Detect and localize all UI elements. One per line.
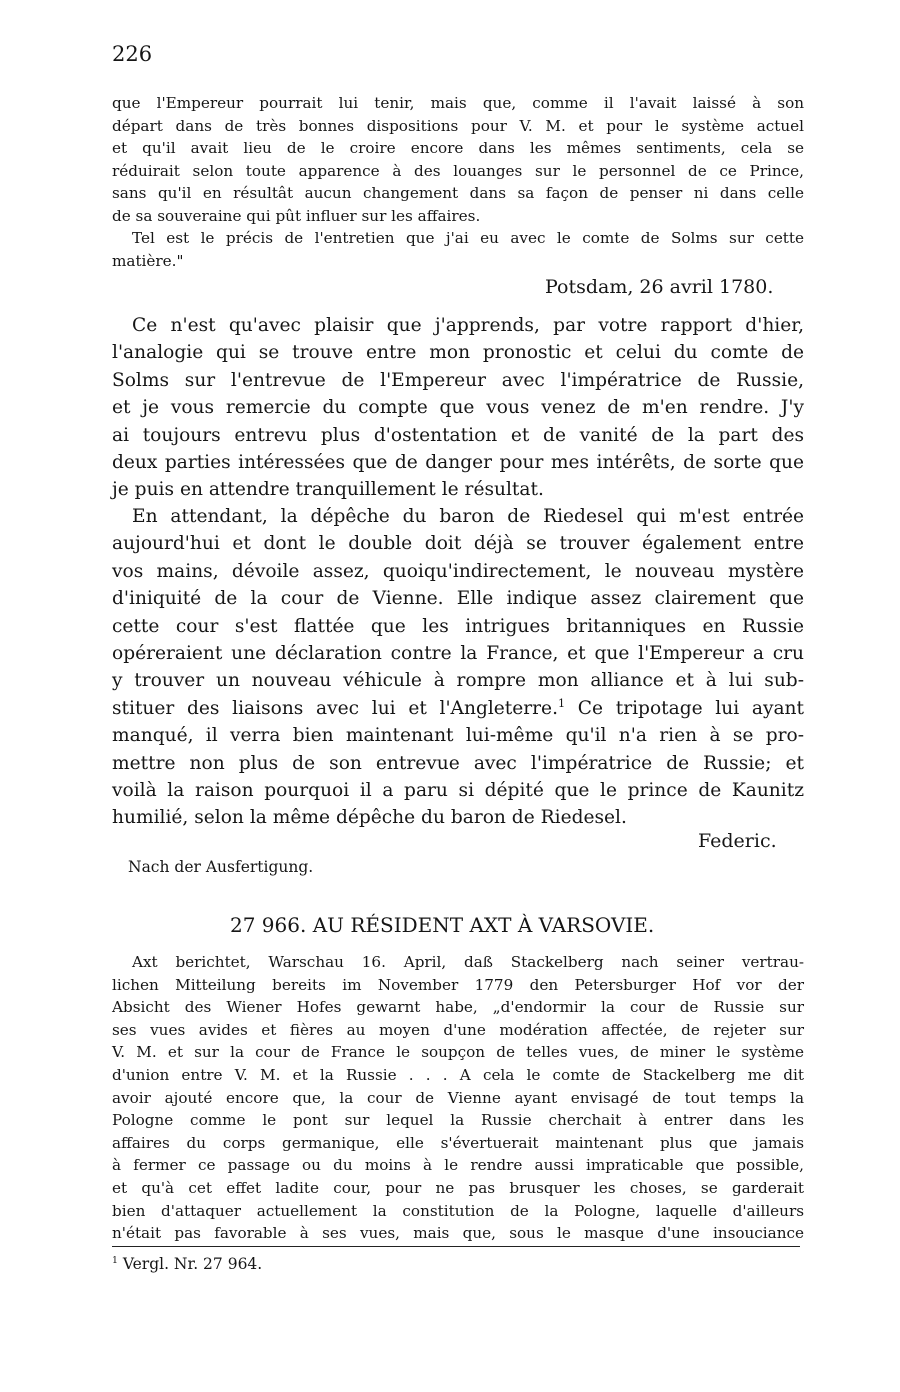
- text-line: bien d'attaquer actuellement la constitution de la Pologne, laquelle d'ailleurs: [112, 1201, 804, 1220]
- quoted-report-closing: [112, 227, 804, 272]
- text-segment: Ce tripotage lui ayant: [565, 697, 804, 719]
- text-line: mettre non plus de son entrevue avec l'impératrice de Russie; et: [112, 752, 804, 774]
- text-line: Axt berichtet, Warschau 16. April, daß Stackelberg nach seiner vertrau-: [132, 953, 804, 971]
- text-line: voilà la raison pourquoi il a paru si dépité que le prince de Kaunitz: [112, 779, 804, 801]
- quoted-report-paragraph: [112, 92, 804, 228]
- text-line: vos mains, dévoile assez, quoiqu'indirectement, le nouveau mystère: [112, 560, 804, 582]
- letter-paragraph-1: [112, 312, 804, 504]
- text-line: et je vous remercie du compte que vous venez de m'en rendre. J'y: [112, 397, 804, 419]
- text-line: ses vues avides et fières au moyen d'une modération affectée, de rejeter sur: [112, 1020, 804, 1039]
- text-line: deux parties intéressées que de danger pour mes intérêts, de sorte que: [112, 451, 804, 473]
- text-line: Solms sur l'entrevue de l'Empereur avec l'impératrice de Russie,: [112, 369, 804, 391]
- text-line: n'était pas favorable à ses vues, mais que, sous le masque d'une insouciance: [112, 1224, 804, 1243]
- text-segment: stituer des liaisons avec lui et l'Angleterre.: [112, 697, 558, 719]
- text-line: cette cour s'est flattée que les intrigues britanniques en Russie: [112, 615, 804, 637]
- footnote-marker: 1: [112, 1254, 118, 1266]
- document-heading: 27 966. AU RÉSIDENT AXT À VARSOVIE.: [230, 913, 655, 937]
- text-line: matière.": [112, 251, 184, 270]
- text-line: V. M. et sur la cour de France le soupçon de telles vues, de miner le système: [112, 1043, 804, 1062]
- text-line: opéreraient une déclaration contre la France, et que l'Empereur a cru: [112, 642, 804, 664]
- letter-paragraph-2: [112, 503, 804, 832]
- text-line: Pologne comme le pont sur lequel la Russie cherchait à entrer dans les: [112, 1111, 804, 1130]
- text-line-with-footnote: [112, 695, 804, 722]
- footnote-divider: [112, 1246, 800, 1247]
- page-number: 226: [112, 42, 153, 66]
- text-line: avoir ajouté encore que, la cour de Vienne ayant envisagé de tout temps la: [112, 1088, 804, 1107]
- text-line: Tel est le précis de l'entretien que j'ai eu avec le comte de Solms sur cette: [132, 229, 804, 247]
- source-note: Nach der Ausfertigung.: [128, 858, 314, 876]
- text-line: Absicht des Wiener Hofes gewarnt habe, „d'endormir la cour de Russie sur: [112, 998, 804, 1017]
- summary-paragraph: [112, 951, 804, 1245]
- letter-date: Potsdam, 26 avril 1780.: [545, 276, 774, 298]
- text-line: départ dans de très bonnes dispositions pour V. M. et pour le système actuel: [112, 116, 804, 135]
- text-line: d'iniquité de la cour de Vienne. Elle indique assez clairement que: [112, 588, 804, 610]
- text-line: aujourd'hui et dont le double doit déjà se trouver également entre: [112, 533, 804, 555]
- signature: Federic.: [698, 830, 777, 852]
- text-line: manqué, il verra bien maintenant lui-même qu'il n'a rien à se pro-: [112, 725, 804, 747]
- text-line: je puis en attendre tranquillement le résultat.: [112, 479, 544, 501]
- text-line: Ce n'est qu'avec plaisir que j'apprends, par votre rapport d'hier,: [132, 315, 804, 336]
- text-line: En attendant, la dépêche du baron de Riedesel qui m'est entrée: [132, 506, 804, 527]
- text-line: à fermer ce passage ou du moins à le rendre aussi impraticable que possible,: [112, 1156, 804, 1175]
- text-line: que l'Empereur pourrait lui tenir, mais que, comme il l'avait laissé à son: [112, 94, 804, 112]
- text-line: lichen Mitteilung bereits im November 1779 den Petersburger Hof vor der: [112, 975, 804, 994]
- text-line: d'union entre V. M. et la Russie . . . A cela le comte de Stackelberg me dit: [112, 1065, 804, 1084]
- footnote: [112, 1255, 262, 1273]
- text-line: et qu'à cet effet ladite cour, pour ne pas brusquer les choses, se garderait: [112, 1178, 804, 1197]
- text-line: y trouver un nouveau véhicule à rompre mon alliance et à lui sub-: [112, 670, 804, 692]
- text-line: et qu'il avait lieu de le croire encore dans les mêmes sentiments, cela se: [112, 139, 804, 158]
- text-line: sans qu'il en résultât aucun changement dans sa façon de penser ni dans celle: [112, 184, 804, 203]
- text-line: humilié, selon la même dépêche du baron de Riedesel.: [112, 807, 627, 829]
- text-line: réduirait selon toute apparence à des louanges sur le personnel de ce Prince,: [112, 161, 804, 180]
- text-line: ai toujours entrevu plus d'ostentation et de vanité de la part des: [112, 424, 804, 446]
- footnote-reference[interactable]: 1: [557, 696, 566, 710]
- text-line: l'analogie qui se trouve entre mon pronostic et celui du comte de: [112, 342, 804, 364]
- text-line: de sa souveraine qui pût influer sur les affaires.: [112, 206, 481, 225]
- text-line: affaires du corps germanique, elle s'évertuerait maintenant plus que jamais: [112, 1133, 804, 1152]
- footnote-text: Vergl. Nr. 27 964.: [117, 1255, 263, 1273]
